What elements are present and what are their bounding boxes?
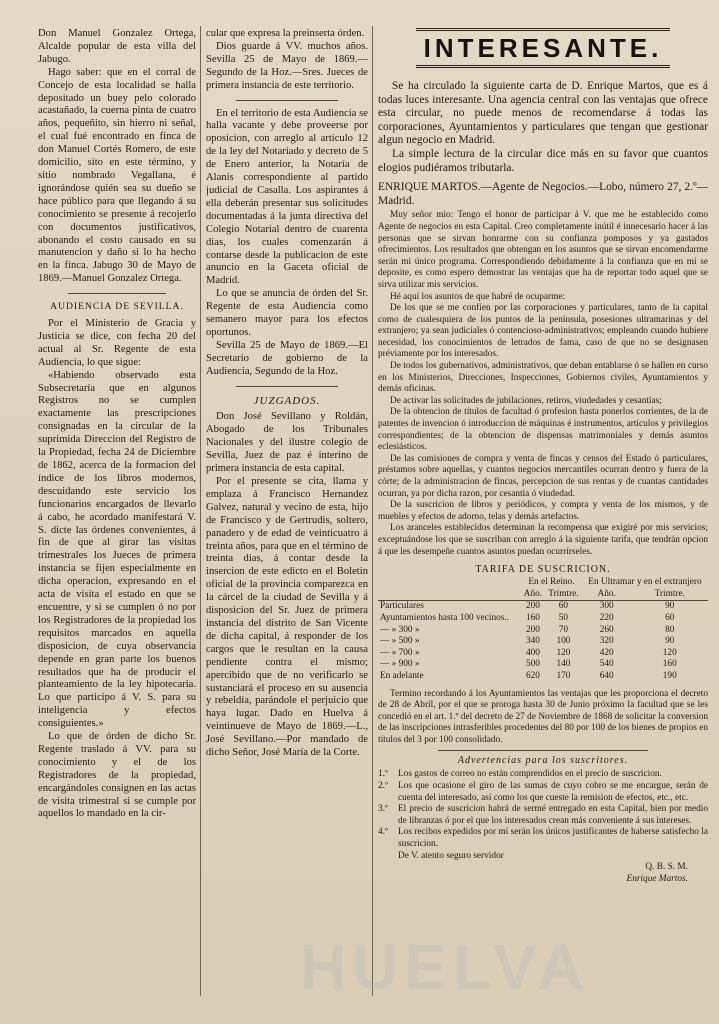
notaria-signoff: Sevilla 25 de Mayo de 1869.—El Secretario de gobierno de la Audiencia, Segundo de la Hoz. [206,339,368,377]
column-rule-1 [200,26,201,996]
edict-header: Don Manuel Gonzalez Ortega, Alcalde popular de esta villa del Jabugo. [38,28,196,65]
cell-ultramar-ano: 540 [599,659,614,670]
group-reino: En el Reino. [528,577,575,588]
row-label: — » 900 » [380,659,420,670]
juzgado-judge: Don José Sevillano y Roldán, Abogado de los Tribunales Nacionales y del ilustre colegio de Sevilla, Juez de paz é interino de primera instancia de esta capital. [206,411,368,475]
row-label: Particulares [380,601,424,612]
table-row [378,671,708,683]
qbsm: Q. B. S. M. [645,862,688,873]
letter-paragraph: De la obtencion de títulos de facultad ó profesion hasta ponerlos corrientes, de la de patentes de invencion ó introduccion de máquinas é instrumentos, artículos y privilegios correspondientes; de la obtencion de dispensas matrimoniales y demás asuntos eclesiásticos. [378,407,708,453]
cell-ultramar-ano: 640 [599,670,614,681]
letter-paragraph: Los aranceles establecidos determinan la recompensa que exigiré por mis servicios; exceptuándose los que se suscriban con arreglo á la siguiente tarifa, que tendrán opcion á que les desempeñe cuantos asuntos puedan ocurrírseles. [378,523,708,557]
after-table-paragraph: Termino recordando á los Ayuntamientos las ventajas que les proporciona el decreto de 28 de Abril, por el que se proroga hasta 30 de Junio próximo la facultad que se les concedió en el art. 1.º del decreto de 27 de Noviembre de 1868 de solicitar la conversion de las inscripciones intrasferibles procedentes del 80 por 100 de los bienes de propios en títulos del 3 por 100 consolidado. [378,688,708,745]
section-heading-juzgados: JUZGADOS. [253,394,321,407]
col-trim: Trimtre. [545,589,582,601]
letter-paragraph: Muy señor mio: Tengo el honor de participar á V. que me he establecido como Agente de negocios en esta Capital. Creo completamente inútil é innecesario hacer á las personas que se sirvan honrarme con su confianza pomposos y ya gastados ofrecimientos. Los resultados que obtengan en los asuntos que se sirvan encomendarme serán mi único programa. Correspondiendo debidamente á la confianza que en mí se deposite, es como espero demostrar las ventajas que ha de reportar todo aquel que se sirva utilizar mis servicios. [378,210,708,290]
row-label: — » 300 » [380,624,420,635]
cell-ultramar-ano: 220 [599,612,614,623]
table-row [378,636,708,648]
signature: Enrique Martos. [626,873,688,884]
column-3 [378,28,708,885]
cell-ultramar-ano: 420 [599,647,614,658]
cell-reino-ano: 340 [525,636,540,647]
cell-reino-trim: 120 [556,647,571,658]
notice-number: 1.º [378,769,388,780]
audiencia-transfer: Lo que de órden de dicho Sr. Regente traslado á VV. para su conocimiento y el de los Registradores de la propiedad, encargándoles consignen en las actas de visita trimestral si se cumple por aquellos lo mandado en la cir- [38,731,196,820]
divider [68,293,166,294]
cell-reino-ano: 200 [525,601,540,612]
intro-paragraph: Se ha circulado la siguiente carta de D. Enrique Martos, que es á todas luces interesante. Una agencia central con las ventajas que ofrece esta circular, no puede menos de recomendarse á todas las corporaciones, Ayuntamientos y particulares que tengan que gestionar algun negocio en Madrid. [378,80,708,147]
col-trim: Trimtre. [632,589,708,601]
notice-number: 3.º [378,804,388,815]
closing: De V. atento seguro servidor [398,850,504,861]
list-item [378,769,708,781]
divider [236,386,338,387]
list-item [378,827,708,850]
cell-reino-ano: 400 [525,647,540,658]
cell-reino-ano: 620 [525,670,540,681]
cell-reino-trim: 140 [556,659,571,670]
notice-text: Los recibos expedidos por mí serán los únicos justificantes de haberse satisfecho la suscricion. [398,827,708,850]
cell-ultramar-trim: 190 [662,670,677,681]
audiencia-quote: «Habiendo observado esta Subsecretaría que en algunos Registros no se cumplen exactamente las prescripciones consignadas en la circular de la suprimida Direccion del Registro de la Propiedad, fecha 24 de Diciembre de 1862, acerca de la formacion del índice de los libros modernos, descuidando este servicio los funcionarios encargados de llevarlo á cabo, he acordado manifestará V. S. dicte las órdenes convenientes, á fin de que al girar las visitas trimestrales los Jueces de primera instancia se fijen especialmente en dicha operacion, expresando en el acta de visita el estado en que se encuentre, y si se cumplen ó no por los Registradores de la propiedad los requisitos marcados en aquella disposicion, de cuya observancia depende en gran parte los buenos resultados que ha de producir el planteamiento de la ley hipotecaria. Lo que participo á V. S. para su inteligencia y efectos consiguientes.» [38,369,196,730]
table-row [378,601,708,613]
signature-block [378,851,708,886]
table-header-empty [378,589,521,601]
section-heading-audiencia: AUDIENCIA DE SEVILLA. [50,301,184,313]
letter-paragraph: Hé aquí los asuntos de que habré de ocuparme: [390,291,566,302]
tarifa-title: TARIFA DE SUSCRICION. [475,564,611,576]
column-1 [38,28,196,821]
notices-title: Advertencias para los suscritores. [457,755,629,767]
notice-text: El precio de suscricion habrá de sermé entregado en esta Capital, bien por medio de libranzas ó por el que los interesados crean más conveniente á sus intereses. [398,804,708,826]
cell-reino-trim: 100 [556,636,571,647]
letter-paragraph: De los que se me confíen por las corporaciones y particulares, tanto de la capital como de cualesquiera de los puntos de la península, posesiones ultramarinas y del extranjero; ya sean judiciales ó contencioso-administrativos; empleando cuando hubiere necesidad, los conocimientos de letrados de fama, caso de que no se designasen préviamente por los interesados. [378,303,708,360]
circular-signoff: Dios guarde á VV. muchos años. Sevilla 25 de Mayo de 1869.—Segundo de la Hoz.—Sres. Jueces de primera instancia de este territorio. [206,40,368,91]
notice-number: 4.º [378,827,388,838]
row-label: En adelante [380,670,424,681]
table-header-row [378,589,708,601]
cell-ultramar-ano: 320 [599,636,614,647]
letter-paragraph: De todos los gubernativos, administrativos, que deban entablarse ó se hallen en curso en los Ministerios, Direcciones, Inspecciones, Gobiernos civiles, Ayuntamientos y demás oficinas. [378,361,708,395]
letter [378,181,708,558]
cell-reino-ano: 200 [525,624,540,635]
juzgado-edict: Por el presente se cita, llama y emplaza á Francisco Hernandez Galvez, natural y vecino de esta, hijo de Francisco y de Gertrudis, soltero, panadero y de edad de veinticuatro á treinta años, para que en el término de treinta dias, á contar desde la insercion de este edicto en el Boletin oficial de la provincia comparezca en la cárcel de la ciudad de Sevilla y á disposicion del Sr. Juez de primera instancia del distrito de San Vicente de dicha capital, á responder de los cargos que le resultan en la causa pendiente contra el mismo; apercibido que de no verificarlo se sustanciará el proceso en su ausencia y rebeldía, parándole el perjuicio que haya lugar. Dado en Huelva á veintinueve de Mayo de 1869.—L., José Sevillano.—Por mandado de dicho Señor, José María de la Corte. [206,476,368,759]
audiencia-intro: Por el Ministerio de Gracia y Justicia se dice, con fecha 20 del actual al Sr. Regente de esta Audiencia, lo que sigue: [38,318,196,368]
divider [438,750,648,751]
table-header-empty [378,577,521,589]
group-ultramar: En Ultramar y en el extranjero [588,577,702,588]
divider [236,100,338,101]
cell-ultramar-trim: 120 [662,647,677,658]
watermark: HUELVA [300,931,590,1003]
cell-reino-trim: 170 [556,670,571,681]
col-ano: Año. [521,589,545,601]
notices-list [378,769,708,850]
cell-ultramar-ano: 300 [599,601,614,612]
intro [378,80,708,175]
notaria-notice: En el territorio de esta Audiencia se halla vacante y debe proveerse por oposicion, con arreglo al artículo 12 de la ley del Notariado y decreto de 5 de Enero anterior, la Notaría de Alanís correspondiente al partido judicial de Casalla. Los aspirantes á ella deberán presentar sus solicitudes documentadas á la junta directiva del Colegio Notarial dentro de cuarenta dias, los cuales comenzarán á contarse desde la publicacion de este anuncio en la Gaceta oficial de Madrid. [206,107,368,287]
col-ano: Año. [582,589,632,601]
list-item [378,804,708,827]
table-row [378,625,708,637]
notice-number: 2.º [378,781,388,792]
notaria-order: Lo que se anuncia de órden del Sr. Regente de esta Audiencia como semanero mayor para los efectos oportunos. [206,288,368,338]
table-header-row [378,577,708,589]
cell-reino-ano: 160 [525,612,540,623]
column-rule-2 [372,26,373,996]
table-row [378,648,708,660]
letter-paragraph: De activar las solicitudes de jubilaciones, retiros, viudedades y cesantías; [390,395,662,406]
cell-ultramar-trim: 80 [665,624,675,635]
letter-paragraph: De las comisiones de compra y venta de fincas y censos del Estado ó particulares, préstamos sobre aquellas, y cuantos negocios mercantiles ocurran dentro y fuera de la córte; de la administracion de fincas, percepcion de sus rentas y de cuantas cantidades ocurran, ya por dicha razon, por cesantía ó viudedad. [378,453,708,499]
row-label: — » 700 » [380,647,420,658]
intro-paragraph: La simple lectura de la circular dice más en su favor que cuantos elogios pudiéramos tributarla. [378,147,708,174]
letter-paragraph: De la suscricion de libros y periódicos, y compra y venta de los mismos, y de muebles y efectos de adorno, telas y demás artefactos. [378,500,708,522]
list-item [378,781,708,804]
circular-continuation: cular que expresa la preinserta órden. [206,28,365,39]
cell-ultramar-trim: 90 [665,601,675,612]
letter-heading: ENRIQUE MARTOS.—Agente de Negocios.—Lobo, número 27, 2.º—Madrid. [378,181,708,207]
cell-ultramar-trim: 160 [662,659,677,670]
cell-reino-ano: 500 [525,659,540,670]
cell-reino-trim: 50 [558,612,569,623]
cell-reino-trim: 70 [558,624,569,635]
title-wrap [378,28,708,68]
cell-ultramar-ano: 260 [599,624,614,635]
row-label: Ayuntamientos hasta 100 vecinos.. [380,612,510,623]
row-label: — » 500 » [380,636,420,647]
notice-text: Los que ocasione el giro de las sumas de cuyo cobro se me encargue, serán de cuenta del interesado, así como los que cueste la remision de efectos, etc., etc. [398,781,708,803]
after-table [378,689,708,747]
section-title: INTERESANTE. [416,28,671,68]
tarifa-table [378,577,708,682]
cell-reino-trim: 60 [558,601,569,612]
cell-ultramar-trim: 90 [665,636,675,647]
notice-text: Los gastos de correo no están comprendidos en el precio de suscricion. [398,769,662,780]
column-2 [206,28,368,760]
table-row [378,659,708,671]
cell-ultramar-trim: 60 [665,612,675,623]
edict-body: Hago saber: que en el corral de Concejo de esta localidad se halla depositado un buey pelo colorado acastañado, la cuerna pinta de cuatro años, pequeñito, sin hierro ni señal, el cual fué encontrado en finca de don Manuel Cortés Romero, de este domicilio, sito en este término, y sitio nombrado Vegallana, é ignorándose quién sea su dueño se hace público para que llegando á su conocimiento se presente á recojerlo con documentos justificativos, abonando el costo causado en su manutencion y daño si lo ha hecho en la finca. Jabugo 30 de Mayo de 1869.—Manuel Gonzalez Ortega. [38,66,196,285]
table-row [378,613,708,625]
